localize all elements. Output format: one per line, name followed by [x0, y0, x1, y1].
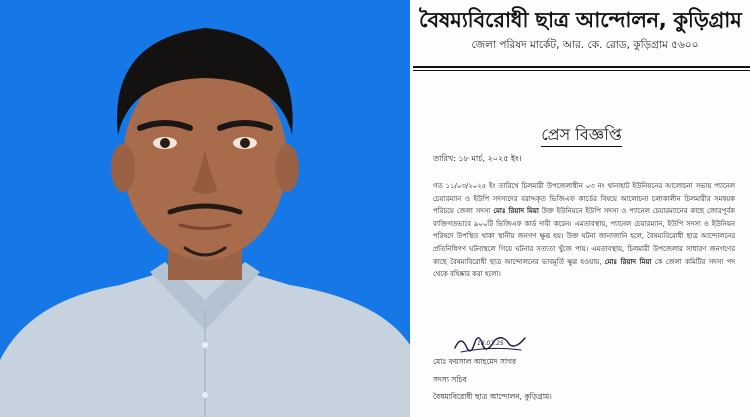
body-bold-name-2: মোঃ রিয়াদ মিয়া: [604, 257, 652, 266]
release-date: তারিখ: ১৮ মার্চ, ২০২৫ ইং।: [433, 154, 522, 163]
signature-date: 18.03.25: [477, 340, 504, 347]
press-release-heading: [413, 122, 750, 149]
body-bold-name-1: মোঃ রিয়াদ মিয়া: [493, 207, 539, 216]
body-text-part-2: উক্ত ইউনিয়নে ইউপি সদস্য ও প্যানেল চেয়ারম্যানের কাছে জোরপূর্বক ব্যক্তিগতভাবে ৯০০টি ভিজিএফ কার্ড দাবী করেন। এমতাবস্থায়, প্যানেল চেয়ারম্যান, ইউপি সদস্য ও ইউনিয়ন পরিষদে উপস্থিত থাকা স্থানীয় জনগণ ক্ষুব্ধ হয়। উক্ত ঘটনা জানাজানি হলে, বৈষম্যবিরোধী ছাত্র আন্দোলনের প্রতিনিধিগণ ঘটনাস্থলে গিয়ে ঘটনার সত্যতা খুঁজে পায়। এমতাবস্থায়, চিলমারী উপজেলার সাধারণ জনগণের কাছে বৈষম্যবিরোধী ছাত্র আন্দোলনের ভাবমূর্তি ক্ষুণ্ণ হওয়ায়,: [433, 207, 735, 266]
body-text-part-3: কে জেলা কমিটির সদস্য পদ থেকে বহিষ্কার করা হলো।: [433, 257, 735, 279]
organization-title: বৈষম্যবিরোধী ছাত্র আন্দোলন, কুড়িগ্রাম: [419, 8, 742, 32]
signer-role: সদস্য সচিব: [433, 375, 467, 384]
release-body: [433, 180, 735, 281]
header-rule-thin: [413, 70, 750, 71]
header-rule: [413, 66, 750, 68]
press-release-heading-text: প্রেস বিজ্ঞপ্তি: [541, 125, 622, 147]
body-text-part-1: গত ১১/০৩/২০২৫ ইং তারিখে চিলমারী উপজেলাধীন ০৩ নং থানাহাট ইউনিয়নের আলোচনা সভায় প্যানেল চেয়ারম্যান ও ইউপি সদস্যদের বরাদ্দকৃত ভিজিএফ কার্ডের বিষয়ে আলোচনা চলাকালীন চিলমারীর সমন্বয়ক পরিচয়ে জেলা সদস্য: [433, 182, 735, 216]
signer-organization: বৈষম্যবিরোধী ছাত্র আন্দোলন, কুড়িগ্রাম।: [433, 392, 552, 401]
press-release-document: [413, 0, 750, 417]
organization-address: জেলা পরিষদ মার্কেট, আর. কে. রোড, কুড়িগ্রাম ৫৬০০: [471, 39, 699, 51]
signer-name: মোঃ ফয়সাল আহমেদ সাগর: [433, 357, 517, 366]
